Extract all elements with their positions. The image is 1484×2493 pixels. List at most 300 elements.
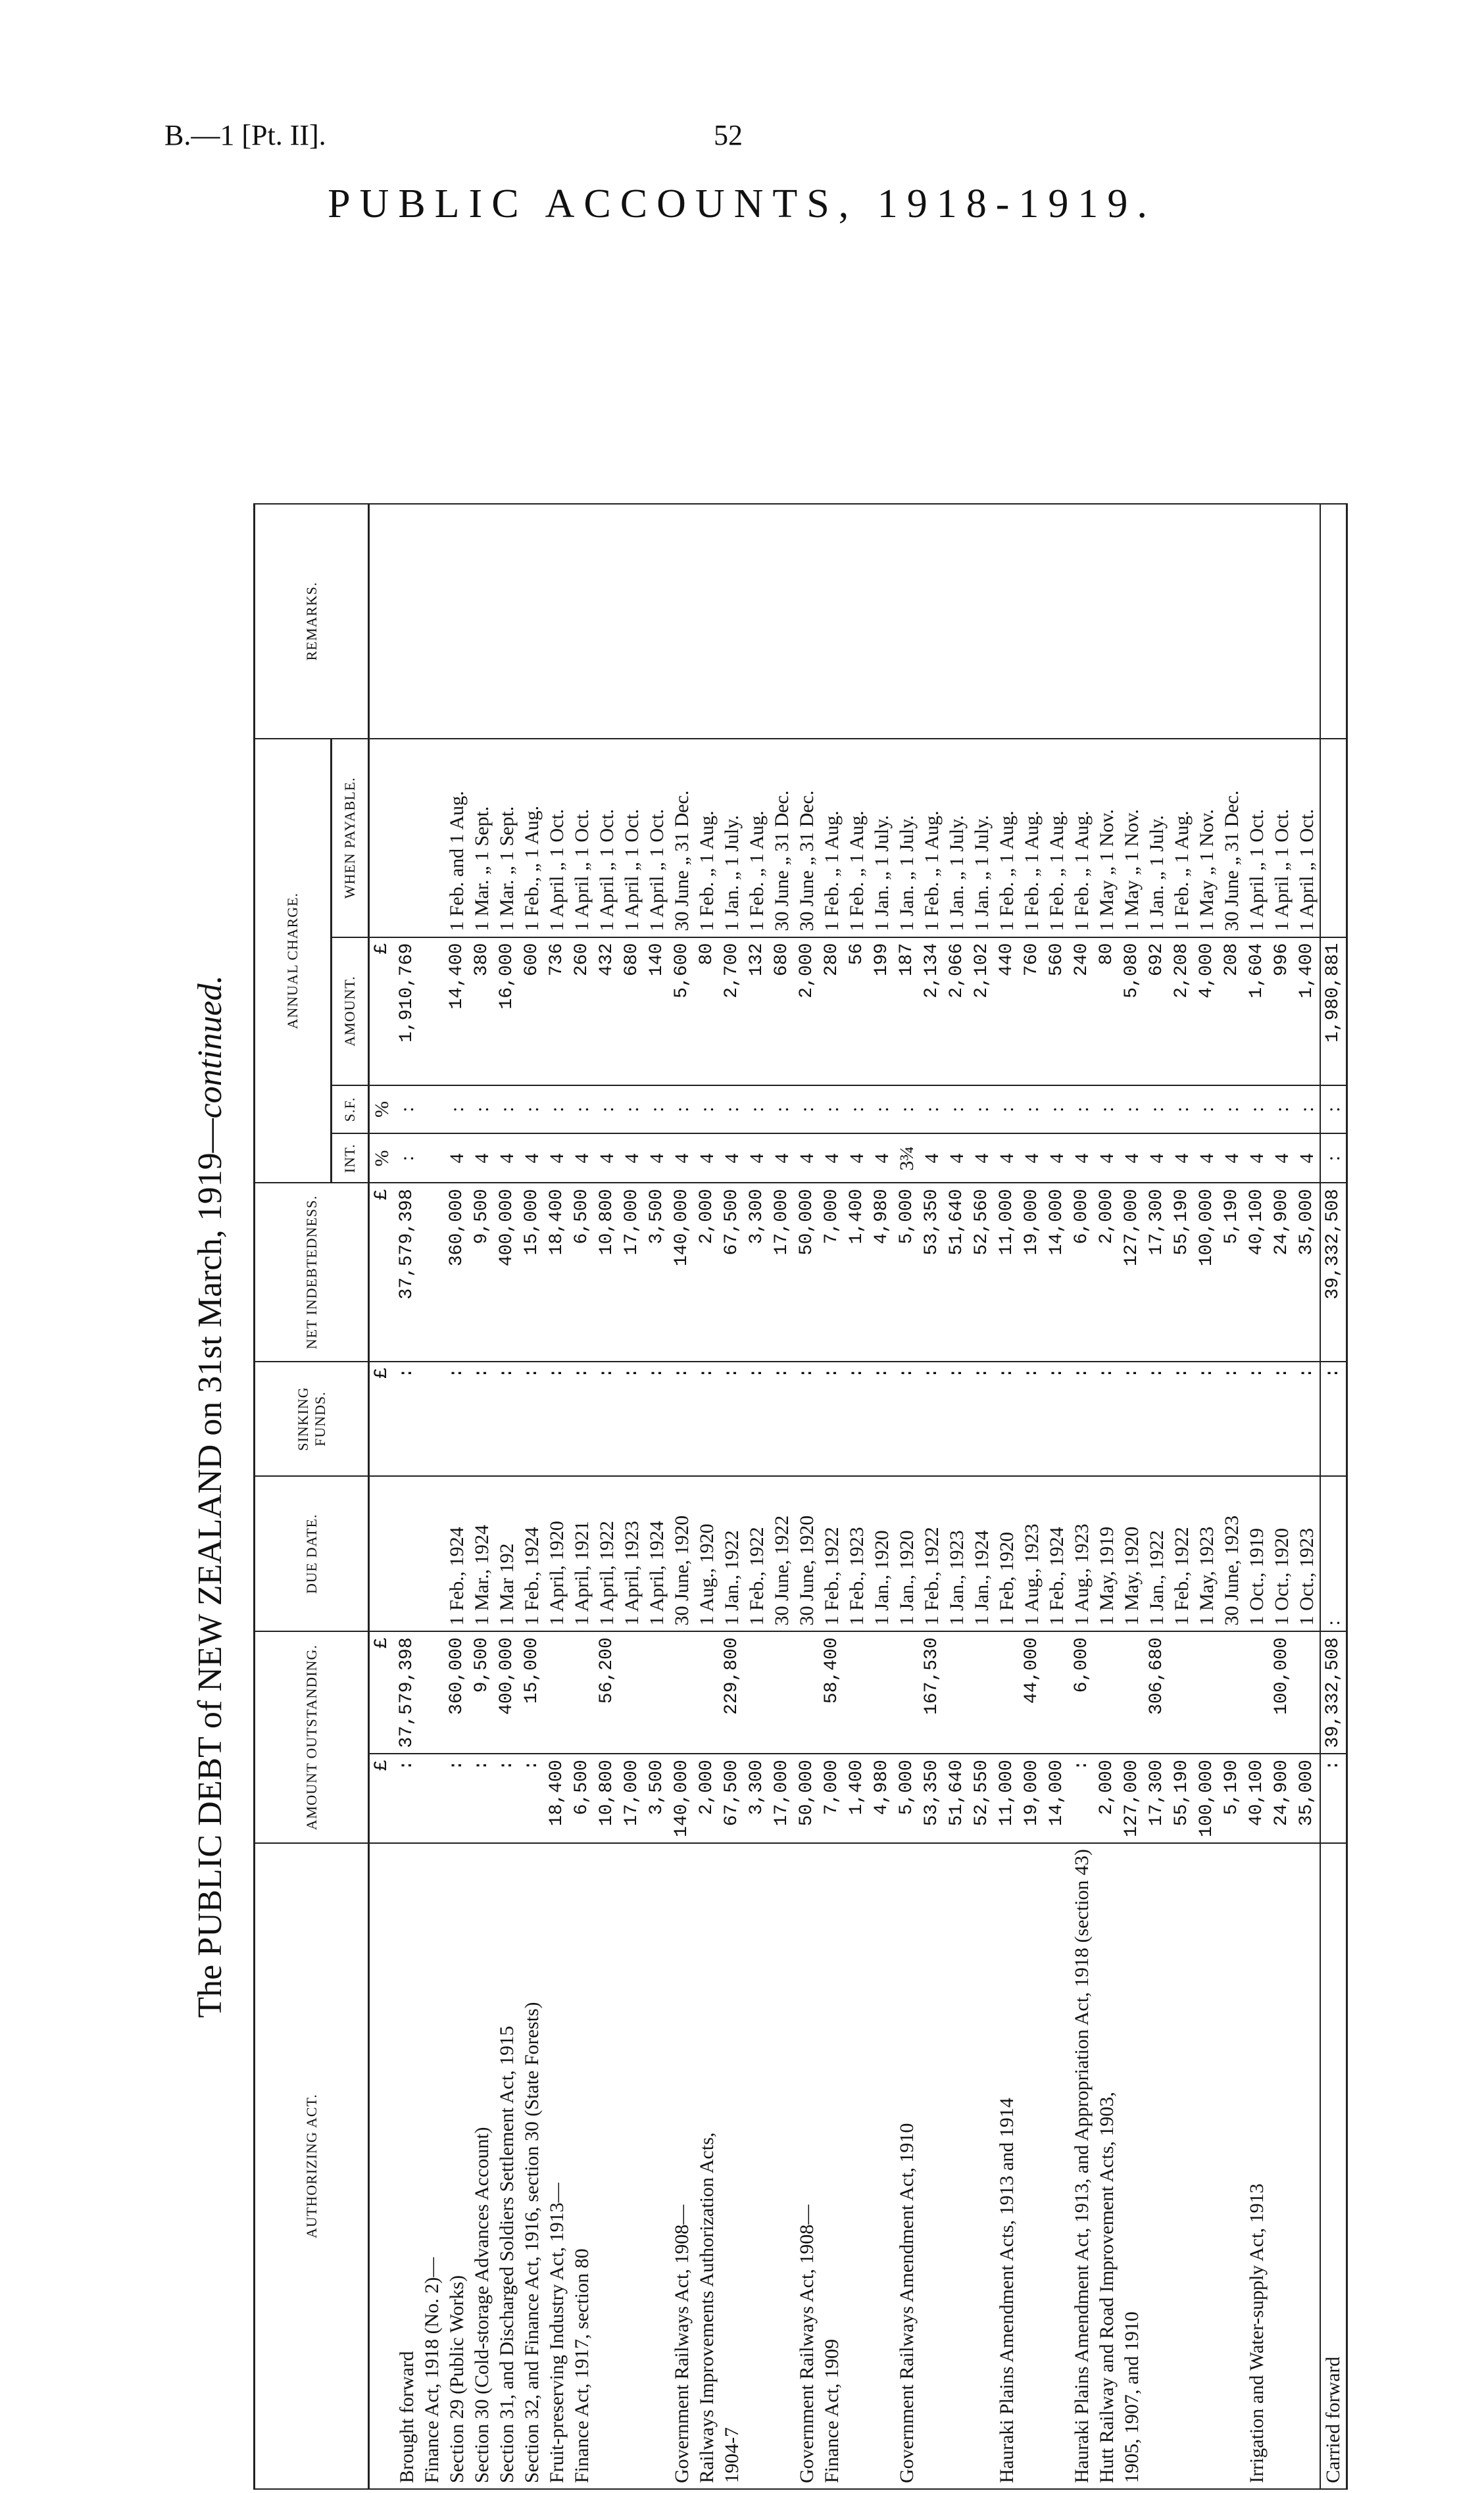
cell-net: 3,500 bbox=[645, 1183, 670, 1362]
cell-amtA: 52,550 bbox=[970, 1754, 995, 1843]
cell-when: 1 Jan. „ 1 July. bbox=[945, 739, 970, 937]
cell-due: 1 May, 1923 bbox=[1195, 1476, 1220, 1631]
cell-sf: : bbox=[620, 1085, 645, 1134]
cell-amtA: 6,500 bbox=[570, 1754, 595, 1843]
cell-amtB: 58,400 bbox=[820, 1631, 845, 1754]
cell-amtA: 3,300 bbox=[745, 1754, 770, 1843]
cell-amtA: 1,400 bbox=[845, 1754, 870, 1843]
cell-amtB bbox=[570, 1631, 595, 1754]
table-title bbox=[191, 503, 230, 2490]
cell-net: 3,300 bbox=[745, 1183, 770, 1362]
cell-when: 1 April „ 1 Oct. bbox=[570, 739, 595, 937]
cell-act bbox=[870, 1843, 895, 2489]
cell-when: 1 Feb. „ 1 Aug. bbox=[845, 739, 870, 937]
cell-sink: : bbox=[1120, 1362, 1145, 1476]
table-row bbox=[870, 504, 895, 2489]
cell-amt: 1,980,881 bbox=[1320, 937, 1347, 1085]
cell-act bbox=[1170, 1843, 1195, 2489]
cell-amtA: : bbox=[395, 1754, 420, 1843]
cell-amtA: 18,400 bbox=[545, 1754, 570, 1843]
document-reference: B.—1 [Pt. II]. bbox=[164, 119, 326, 151]
cell-sink: : bbox=[945, 1362, 970, 1476]
cell-act: Carried forward bbox=[1320, 1843, 1347, 2489]
cell-amtB: 44,000 bbox=[1020, 1631, 1045, 1754]
cell-act: Section 30 (Cold-storage Advances Account) bbox=[470, 1843, 495, 2489]
cell-remarks bbox=[695, 504, 720, 739]
cell-amt: 380 bbox=[470, 937, 495, 1085]
cell-net: 11,000 bbox=[995, 1183, 1020, 1362]
cell-act: Hauraki Plains Amendment Act, 1913, and Appropriation Act, 1918 (section 43) bbox=[1070, 1843, 1095, 2489]
table-row bbox=[670, 504, 695, 2489]
cell-sf: : bbox=[1120, 1085, 1145, 1134]
table-row bbox=[570, 504, 595, 2489]
table-row bbox=[970, 504, 995, 2489]
cell-sink: : bbox=[1095, 1362, 1120, 1476]
cell-act: Government Railways Amendment Act, 1910 bbox=[895, 1843, 920, 2489]
cell-int: 4 bbox=[620, 1133, 645, 1183]
table-row bbox=[545, 504, 570, 2489]
cell-sf: : bbox=[1070, 1085, 1095, 1134]
cell-due: 1 Feb., 1923 bbox=[845, 1476, 870, 1631]
cell-due: 1 Aug., 1923 bbox=[1020, 1476, 1045, 1631]
cell-amt: 80 bbox=[695, 937, 720, 1085]
cell-amt: 2,066 bbox=[945, 937, 970, 1085]
cell-amt bbox=[420, 937, 445, 1085]
cell-net: 360,000 bbox=[445, 1183, 470, 1362]
cell-amtB bbox=[670, 1631, 695, 1754]
cell-amt: 14,400 bbox=[445, 937, 470, 1085]
table-row bbox=[495, 504, 520, 2489]
cell-remarks bbox=[795, 504, 820, 739]
cell-sink: : bbox=[545, 1362, 570, 1476]
cell-act bbox=[920, 1843, 945, 2489]
cell-net: 5,190 bbox=[1220, 1183, 1245, 1362]
cell-remarks bbox=[870, 504, 895, 739]
cell-amtB bbox=[1295, 1631, 1320, 1754]
cell-act bbox=[620, 1843, 645, 2489]
rotated-table-region bbox=[191, 250, 1352, 2493]
cell-int: 4 bbox=[470, 1133, 495, 1183]
col-rate-sf bbox=[332, 1085, 369, 1134]
table-row bbox=[1045, 504, 1070, 2489]
cell-due: 30 June, 1920 bbox=[670, 1476, 695, 1631]
cell-amt: 1,604 bbox=[1245, 937, 1270, 1085]
cell-when: 1 April „ 1 Oct. bbox=[1270, 739, 1295, 937]
table-row bbox=[945, 504, 970, 2489]
cell-amt: 692 bbox=[1145, 937, 1170, 1085]
cell-int bbox=[420, 1133, 445, 1183]
cell-act: Railways Improvements Authorization Acts, bbox=[695, 1843, 720, 2489]
cell-amtA: : bbox=[520, 1754, 545, 1843]
cell-due: 1 Oct., 1919 bbox=[1245, 1476, 1270, 1631]
cell-amtB: 56,200 bbox=[595, 1631, 620, 1754]
cell-due: : bbox=[1320, 1476, 1347, 1631]
cell-net: 9,500 bbox=[470, 1183, 495, 1362]
cell-amt: 4,000 bbox=[1195, 937, 1220, 1085]
cell-int: 4 bbox=[720, 1133, 745, 1183]
cell-when: 1 Jan. „ 1 July. bbox=[895, 739, 920, 937]
table-row bbox=[695, 504, 720, 2489]
cell-amtA: : bbox=[1070, 1754, 1095, 1843]
cell-net: 18,400 bbox=[545, 1183, 570, 1362]
cell-due: 1 Jan., 1923 bbox=[945, 1476, 970, 1631]
cell-sf: : bbox=[645, 1085, 670, 1134]
cell-remarks bbox=[895, 504, 920, 739]
cell-int: 4 bbox=[1220, 1133, 1245, 1183]
table-row bbox=[1270, 504, 1295, 2489]
cell-amtB bbox=[1195, 1631, 1220, 1754]
cell-sink: : bbox=[620, 1362, 645, 1476]
cell-remarks bbox=[1070, 504, 1095, 739]
cell-when: 1 Feb. „ 1 Aug. bbox=[1070, 739, 1095, 937]
cell-when: 1 Mar. „ 1 Sept. bbox=[470, 739, 495, 937]
cell-amtB bbox=[995, 1631, 1020, 1754]
cell-net: 1,400 bbox=[845, 1183, 870, 1362]
cell-net: 17,000 bbox=[770, 1183, 795, 1362]
cell-sf: : bbox=[820, 1085, 845, 1134]
cell-int: 4 bbox=[1095, 1133, 1120, 1183]
cell-sf: : bbox=[520, 1085, 545, 1134]
cell-remarks bbox=[1270, 504, 1295, 739]
cell-when: 1 April „ 1 Oct. bbox=[645, 739, 670, 937]
table-row bbox=[770, 504, 795, 2489]
cell-int: 4 bbox=[1245, 1133, 1270, 1183]
cell-net: 24,900 bbox=[1270, 1183, 1295, 1362]
cell-amtB bbox=[795, 1631, 820, 1754]
cell-act bbox=[1295, 1843, 1320, 2489]
table-row bbox=[470, 504, 495, 2489]
cell-amtA: 51,640 bbox=[945, 1754, 970, 1843]
cell-net: 51,640 bbox=[945, 1183, 970, 1362]
cell-remarks bbox=[745, 504, 770, 739]
cell-when: 1 April „ 1 Oct. bbox=[595, 739, 620, 937]
cell-sink: : bbox=[445, 1362, 470, 1476]
cell-amtB bbox=[770, 1631, 795, 1754]
table-row bbox=[820, 504, 845, 2489]
cell-amt: 140 bbox=[645, 937, 670, 1085]
cell-sink: : bbox=[495, 1362, 520, 1476]
cell-remarks bbox=[970, 504, 995, 739]
col-amount: AMOUNT. bbox=[332, 937, 369, 1085]
cell-act: Government Railways Act, 1908— bbox=[670, 1843, 695, 2489]
cell-due: 1 Aug., 1920 bbox=[695, 1476, 720, 1631]
cell-when: 1 May „ 1 Nov. bbox=[1195, 739, 1220, 937]
cell-act: Government Railways Act, 1908— bbox=[795, 1843, 820, 2489]
cell-amt: 199 bbox=[870, 937, 895, 1085]
table-row bbox=[445, 504, 470, 2489]
cell-sf: : bbox=[895, 1085, 920, 1134]
cell-act bbox=[1195, 1843, 1220, 2489]
cell-due: 1 April, 1921 bbox=[570, 1476, 595, 1631]
cell-remarks bbox=[570, 504, 595, 739]
cell-when: 1 Feb. „ 1 Aug. bbox=[745, 739, 770, 937]
cell-sf: : bbox=[1320, 1085, 1347, 1134]
cell-amtA: 40,100 bbox=[1245, 1754, 1270, 1843]
cell-sf: : bbox=[695, 1085, 720, 1134]
cell-due: 1 Feb, 1920 bbox=[995, 1476, 1020, 1631]
cell-act: Section 31, and Discharged Soldiers Settlement Act, 1915 bbox=[495, 1843, 520, 2489]
cell-sf: : bbox=[395, 1085, 420, 1134]
cell-net: 6,500 bbox=[570, 1183, 595, 1362]
cell-int: 4 bbox=[645, 1133, 670, 1183]
cell-amtA: 24,900 bbox=[1270, 1754, 1295, 1843]
cell-remarks bbox=[1245, 504, 1270, 739]
cell-amt: 680 bbox=[620, 937, 645, 1085]
cell-remarks bbox=[945, 504, 970, 739]
cell-remarks bbox=[720, 504, 745, 739]
cell-when: 1 Feb. „ 1 Aug. bbox=[1170, 739, 1195, 937]
cell-int: 4 bbox=[1195, 1133, 1220, 1183]
cell-act: Finance Act, 1917, section 80 bbox=[570, 1843, 595, 2489]
cell-sf: : bbox=[920, 1085, 945, 1134]
cell-act: Hutt Railway and Road Improvement Acts, 1903, bbox=[1095, 1843, 1120, 2489]
cell-remarks bbox=[845, 504, 870, 739]
table-row bbox=[620, 504, 645, 2489]
col-remarks: REMARKS. bbox=[255, 504, 369, 739]
cell-amtB: 229,800 bbox=[720, 1631, 745, 1754]
cell-amtA: 2,000 bbox=[1095, 1754, 1120, 1843]
cell-when: 1 Jan. „ 1 July. bbox=[1145, 739, 1170, 937]
cell-amtA: : bbox=[495, 1754, 520, 1843]
cell-when: 1 Feb. „ 1 Aug. bbox=[820, 739, 845, 937]
cell-amtA: : bbox=[1320, 1754, 1347, 1843]
cell-net: 7,000 bbox=[820, 1183, 845, 1362]
cell-sink: : bbox=[995, 1362, 1020, 1476]
cell-due: 1 Oct., 1920 bbox=[1270, 1476, 1295, 1631]
rate-sf-label: S.F. bbox=[341, 1097, 358, 1122]
cell-sf: : bbox=[795, 1085, 820, 1134]
cell-remarks bbox=[445, 504, 470, 739]
cell-remarks bbox=[1220, 504, 1245, 739]
cell-when: 1 April „ 1 Oct. bbox=[1295, 739, 1320, 937]
table-row bbox=[1070, 504, 1095, 2489]
cell-sf: : bbox=[545, 1085, 570, 1134]
cell-sink: : bbox=[570, 1362, 595, 1476]
cell-amtA: 55,190 bbox=[1170, 1754, 1195, 1843]
table-row bbox=[1020, 504, 1045, 2489]
cell-sf: : bbox=[445, 1085, 470, 1134]
cell-int: : bbox=[395, 1133, 420, 1183]
cell-remarks bbox=[520, 504, 545, 739]
cell-due: 1 Jan., 1920 bbox=[870, 1476, 895, 1631]
cell-sf: : bbox=[1295, 1085, 1320, 1134]
cell-when: 30 June „ 31 Dec. bbox=[770, 739, 795, 937]
cell-amtB: 306,680 bbox=[1145, 1631, 1170, 1754]
cell-int: 4 bbox=[845, 1133, 870, 1183]
cell-sf: : bbox=[745, 1085, 770, 1134]
cell-act bbox=[1045, 1843, 1070, 2489]
cell-act bbox=[945, 1843, 970, 2489]
cell-int: 4 bbox=[1120, 1133, 1145, 1183]
cell-sf: : bbox=[945, 1085, 970, 1134]
cell-act bbox=[645, 1843, 670, 2489]
cell-sink: : bbox=[395, 1362, 420, 1476]
cell-sink: : bbox=[1170, 1362, 1195, 1476]
cell-amt: 600 bbox=[520, 937, 545, 1085]
cell-due: 1 Feb., 1922 bbox=[1170, 1476, 1195, 1631]
cell-net: 50,000 bbox=[795, 1183, 820, 1362]
table-row bbox=[520, 504, 545, 2489]
cell-remarks bbox=[1195, 504, 1220, 739]
table-body bbox=[369, 504, 1347, 2489]
cell-net: 2,000 bbox=[695, 1183, 720, 1362]
cell-int: 4 bbox=[770, 1133, 795, 1183]
cell-due: 1 April, 1923 bbox=[620, 1476, 645, 1631]
cell-due: 1 Jan., 1922 bbox=[720, 1476, 745, 1631]
cell-sink: : bbox=[1270, 1362, 1295, 1476]
cell-due: 1 Feb., 1922 bbox=[920, 1476, 945, 1631]
cell-net: 35,000 bbox=[1295, 1183, 1320, 1362]
cell-amtB: 15,000 bbox=[520, 1631, 545, 1754]
cell-remarks bbox=[1020, 504, 1045, 739]
cell-act: Brought forward bbox=[395, 1843, 420, 2489]
cell-amtB bbox=[695, 1631, 720, 1754]
cell-int: 4 bbox=[670, 1133, 695, 1183]
units-row bbox=[369, 504, 395, 2489]
cell-due bbox=[395, 1476, 420, 1631]
cell-when: 1 Jan. „ 1 July. bbox=[870, 739, 895, 937]
cell-sf: : bbox=[1095, 1085, 1120, 1134]
cell-unit-amount-a: £ bbox=[369, 1754, 395, 1843]
cell-amtB: 360,000 bbox=[445, 1631, 470, 1754]
cell-due: 1 April, 1920 bbox=[545, 1476, 570, 1631]
cell-remarks bbox=[820, 504, 845, 739]
cell-act: Finance Act, 1918 (No. 2)— bbox=[420, 1843, 445, 2489]
cell-amtA: 3,500 bbox=[645, 1754, 670, 1843]
cell-net: 17,300 bbox=[1145, 1183, 1170, 1362]
page-title: PUBLIC ACCOUNTS, 1918-1919. bbox=[328, 182, 1156, 226]
cell-due: 30 June, 1923 bbox=[1220, 1476, 1245, 1631]
cell-amt: 432 bbox=[595, 937, 620, 1085]
cell-amt: 2,208 bbox=[1170, 937, 1195, 1085]
table-row bbox=[895, 504, 920, 2489]
cell-remarks bbox=[420, 504, 445, 739]
cell-when bbox=[395, 739, 420, 937]
cell-sf: : bbox=[570, 1085, 595, 1134]
cell-units-due bbox=[369, 1476, 395, 1631]
cell-sink: : bbox=[1295, 1362, 1320, 1476]
cell-remarks bbox=[395, 504, 420, 739]
cell-net: 52,560 bbox=[970, 1183, 995, 1362]
cell-sink: : bbox=[1220, 1362, 1245, 1476]
cell-remarks bbox=[1295, 504, 1320, 739]
cell-amtA: 127,000 bbox=[1120, 1754, 1145, 1843]
cell-when: 1 May „ 1 Nov. bbox=[1095, 739, 1120, 937]
cell-amtB bbox=[1045, 1631, 1070, 1754]
cell-amt: 680 bbox=[770, 937, 795, 1085]
cell-sf: : bbox=[1220, 1085, 1245, 1134]
cell-sink: : bbox=[1320, 1362, 1347, 1476]
table-row bbox=[745, 504, 770, 2489]
cell-amtB: 100,000 bbox=[1270, 1631, 1295, 1754]
cell-due: 1 Feb., 1924 bbox=[1045, 1476, 1070, 1631]
cell-unit-net: £ bbox=[369, 1183, 395, 1362]
cell-when: 1 Feb. „ 1 Aug. bbox=[1045, 739, 1070, 937]
cell-remarks bbox=[620, 504, 645, 739]
cell-net: 53,350 bbox=[920, 1183, 945, 1362]
cell-amtB: 400,000 bbox=[495, 1631, 520, 1754]
cell-sink: : bbox=[820, 1362, 845, 1476]
cell-when: 30 June „ 31 Dec. bbox=[1220, 739, 1245, 937]
cell-net: 400,000 bbox=[495, 1183, 520, 1362]
table-row bbox=[645, 504, 670, 2489]
table-row bbox=[420, 504, 445, 2489]
cell-net: 10,800 bbox=[595, 1183, 620, 1362]
col-when-payable: WHEN PAYABLE. bbox=[332, 739, 369, 937]
cell-amtB: 37,579,398 bbox=[395, 1631, 420, 1754]
cell-amtB bbox=[845, 1631, 870, 1754]
cell-amtB bbox=[1220, 1631, 1245, 1754]
table-title-main: The PUBLIC DEBT of NEW ZEALAND on 31st March, 1919— bbox=[191, 1118, 229, 2018]
cell-due: 1 Jan., 1920 bbox=[895, 1476, 920, 1631]
table-row bbox=[1220, 504, 1245, 2489]
cell-remarks bbox=[1045, 504, 1070, 739]
cell-when: 1 April „ 1 Oct. bbox=[1245, 739, 1270, 937]
cell-amtB bbox=[420, 1631, 445, 1754]
cell-due: 1 Feb., 1922 bbox=[820, 1476, 845, 1631]
cell-act: Section 29 (Public Works) bbox=[445, 1843, 470, 2489]
cell-remarks bbox=[1120, 504, 1145, 739]
cell-net: 4,980 bbox=[870, 1183, 895, 1362]
cell-due: 1 Mar 192 bbox=[495, 1476, 520, 1631]
cell-due: 1 May, 1919 bbox=[1095, 1476, 1120, 1631]
cell-due: 1 Jan., 1922 bbox=[1145, 1476, 1170, 1631]
cell-net: 39,332,508 bbox=[1320, 1183, 1347, 1362]
cell-when: 1 Feb. „ 1 Aug. bbox=[1020, 739, 1045, 937]
cell-sink: : bbox=[470, 1362, 495, 1476]
cell-sf: : bbox=[1045, 1085, 1070, 1134]
cell-int: 4 bbox=[695, 1133, 720, 1183]
cell-remarks bbox=[920, 504, 945, 739]
rotated-table bbox=[191, 503, 1352, 2490]
cell-sink: : bbox=[520, 1362, 545, 1476]
cell-amt: 132 bbox=[745, 937, 770, 1085]
cell-int: 4 bbox=[820, 1133, 845, 1183]
cell-sink: : bbox=[1020, 1362, 1045, 1476]
cell-sink: : bbox=[770, 1362, 795, 1476]
cell-sink: : bbox=[795, 1362, 820, 1476]
cell-sink: : bbox=[695, 1362, 720, 1476]
table-title-suffix: continued. bbox=[191, 975, 229, 1119]
cell-amtA: 35,000 bbox=[1295, 1754, 1320, 1843]
cell-due bbox=[420, 1476, 445, 1631]
cell-amtB bbox=[545, 1631, 570, 1754]
cell-amt: 16,000 bbox=[495, 937, 520, 1085]
cell-int: 4 bbox=[520, 1133, 545, 1183]
cell-sink: : bbox=[970, 1362, 995, 1476]
cell-int: 4 bbox=[870, 1133, 895, 1183]
cell-amtA: 17,300 bbox=[1145, 1754, 1170, 1843]
table-row bbox=[995, 504, 1020, 2489]
cell-amtA: 67,500 bbox=[720, 1754, 745, 1843]
cell-amt: 1,400 bbox=[1295, 937, 1320, 1085]
cell-amtA: 10,800 bbox=[595, 1754, 620, 1843]
col-due-date: DUE DATE. bbox=[255, 1476, 369, 1631]
cell-when bbox=[1320, 739, 1347, 937]
cell-int: 4 bbox=[1020, 1133, 1045, 1183]
cell-amt: 5,080 bbox=[1120, 937, 1145, 1085]
cell-when bbox=[420, 739, 445, 937]
cell-remarks bbox=[770, 504, 795, 739]
cell-amt: 5,600 bbox=[670, 937, 695, 1085]
cell-sf: : bbox=[995, 1085, 1020, 1134]
cell-when: 1 Feb. „ 1 Aug. bbox=[695, 739, 720, 937]
cell-when: 1 Feb. „ 1 Aug. bbox=[995, 739, 1020, 937]
cell-act bbox=[745, 1843, 770, 2489]
cell-net: 19,000 bbox=[1020, 1183, 1045, 1362]
cell-when: 1 Feb. and 1 Aug. bbox=[445, 739, 470, 937]
cell-when: 1 May „ 1 Nov. bbox=[1120, 739, 1145, 937]
